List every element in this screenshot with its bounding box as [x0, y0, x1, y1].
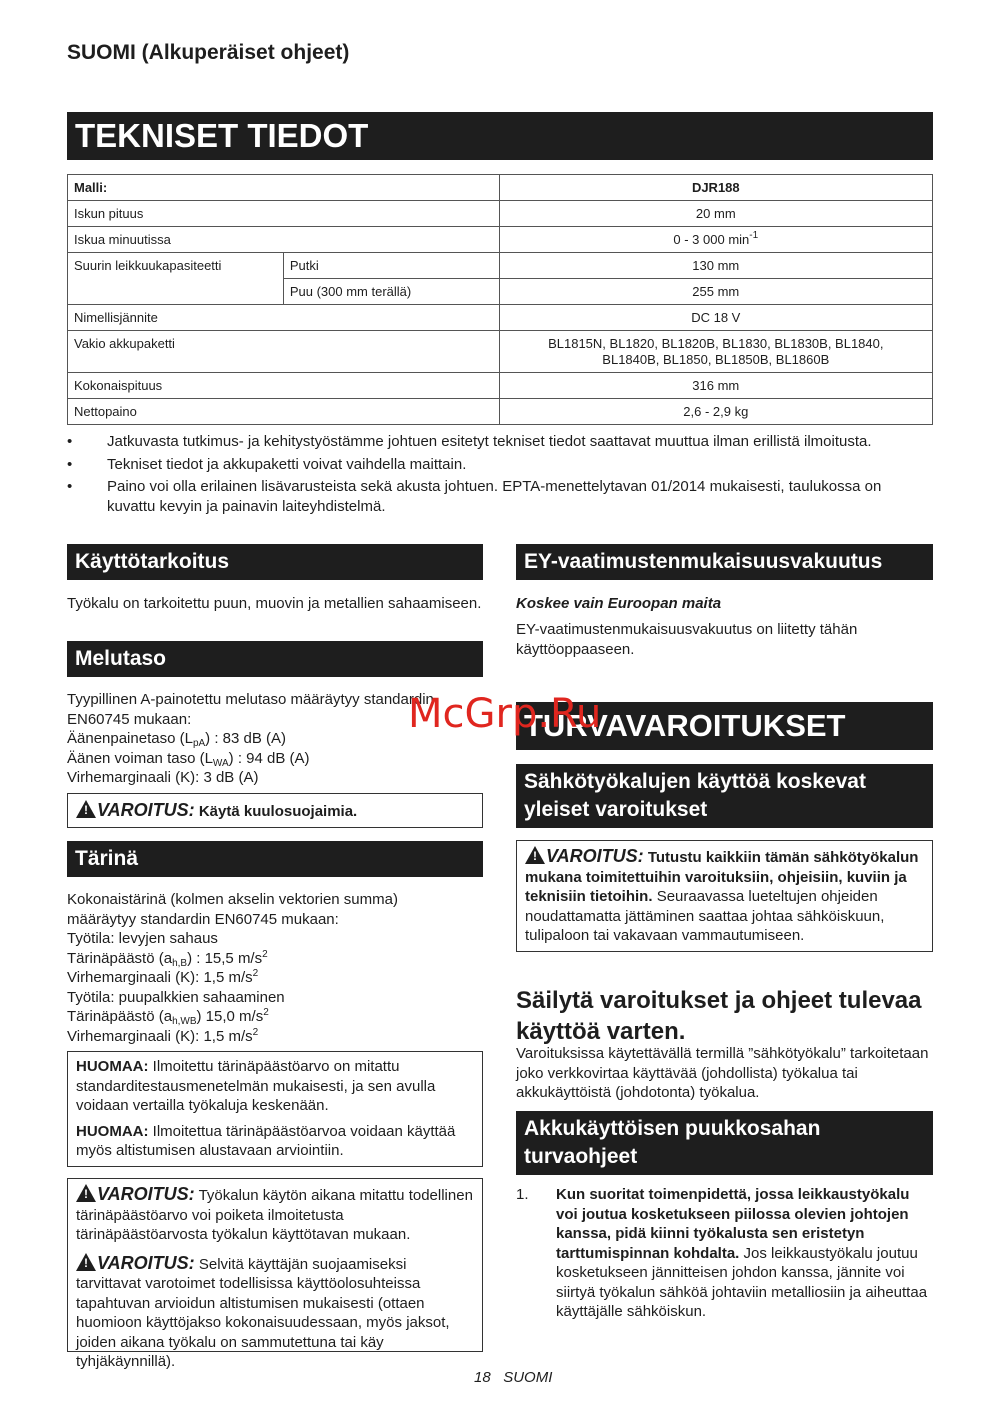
- table-row: [68, 331, 933, 373]
- spec-value: [499, 227, 932, 253]
- keep-instructions-title: Säilytä varoitukset ja ohjeet tulevaa käyttöä varten.: [516, 987, 922, 1045]
- keep-instructions-text: Varoituksissa käytettävällä termillä ”sähkötyökalu” tarkoitetaan joko verkkovirtaa käyttävää (johdollista) työkalua tai akkukäyttöistä (johdotonta) työkalua.: [516, 1045, 929, 1101]
- vibration-mode: Työtila: levyjen sahaus: [67, 930, 218, 947]
- warning-text: Seuraavassa lueteltujen ohjeiden noudattamatta jättäminen saattaa johtaa sähköiskuun, tulipaloon tai vakavaan vammautumiseen.: [525, 888, 885, 944]
- emission-sub: h,WB: [172, 1016, 197, 1027]
- warning-word: VAROITUS:: [97, 1252, 195, 1273]
- vibration-line: Kokonaistärinä (kolmen akselin vektorien summa): [67, 891, 398, 908]
- warning-word: VAROITUS:: [97, 1184, 195, 1204]
- table-row: [68, 175, 933, 201]
- noise-warning: [67, 793, 483, 828]
- warning-bold-text: Tutustu kaikkiin tämän sähkötyökalun mukana toimitettuihin varoituksiin, ohjeisiin, kuviin ja teknisiin tietoihin.: [525, 849, 919, 905]
- noise-lpa-sub: pA: [192, 738, 206, 749]
- saw-safety-list: [516, 1185, 933, 1322]
- vibration-title: Tärinä: [67, 841, 483, 877]
- list-item: [67, 455, 933, 475]
- note-text: Ilmoitettu tärinäpäästöarvo on mitattu standarditestausmenetelmän mukaisesti, ja sen avulla voidaan vertailla työkaluja keskenään.: [76, 1058, 436, 1114]
- noise-lwa-suffix: ) : 94 dB (A): [228, 749, 310, 767]
- spec-label: Kokonaispituus: [68, 373, 500, 399]
- note-label: HUOMAA:: [76, 1122, 149, 1140]
- table-row: [68, 305, 933, 331]
- warning-text: Selvitä käyttäjän suojaamiseksi tarvittavat varotoimet todellisissa käyttöolosuhteissa tapahtuvan arvioidun altistumisen mukaisesti (ottaen huomioon käyttöjakso kokonaisuudessaan, myös jaksot, joiden aikana työkalu on sammutettuna tai käy tyhjäkäynnillä).: [76, 1255, 450, 1370]
- note-label: HUOMAA:: [76, 1058, 149, 1075]
- vibration-emission: [67, 949, 487, 969]
- item-number: 1.: [516, 1186, 529, 1203]
- warning-text: Käytä kuulosuojaimia.: [198, 803, 358, 820]
- vibration-warning-box: [67, 1178, 483, 1370]
- spec-value: 2,6 - 2,9 kg: [499, 399, 932, 425]
- specs-table: [67, 174, 933, 425]
- vibration-emission: [67, 1007, 487, 1027]
- note-text: Paino voi olla erilainen lisävarusteista sekä akusta johtuen. EPTA-menettelytavan 01/2014 mukaisesti, taulukossa on kuvattu kevyin ja painavin laiteyhdistelmä.: [107, 478, 882, 515]
- ec-title: EY-vaatimustenmukaisuusvakuutus: [516, 544, 933, 580]
- k-sup: 2: [252, 968, 259, 979]
- spec-label: Vakio akkupaketti: [68, 331, 500, 373]
- spec-label: Iskua minuutissa: [68, 227, 500, 253]
- general-warnings-title: Sähkötyökalujen käyttöä koskevat yleiset varoitukset: [516, 764, 933, 828]
- ec-subtitle: Koskee vain Euroopan maita: [516, 595, 722, 612]
- emission-sup: 2: [263, 1007, 269, 1018]
- noise-line: EN60745 mukaan:: [67, 710, 192, 728]
- emission-suffix: ) : 15,5 m/s: [187, 949, 263, 967]
- list-item: [67, 432, 933, 452]
- warning-icon: [76, 1253, 96, 1271]
- watermark: McGrp.Ru: [408, 691, 602, 737]
- bullet: •: [67, 478, 73, 495]
- saw-safety-title: Akkukäyttöisen puukkosahan turvaohjeet: [516, 1111, 933, 1175]
- spec-value: [499, 331, 932, 373]
- spec-value: 130 mm: [499, 253, 932, 279]
- spec-value: DC 18 V: [499, 305, 932, 331]
- spec-value-text: 0 - 3 000 min: [673, 231, 750, 247]
- k-text: Virhemarginaali (K): 1,5 m/s: [67, 1027, 253, 1045]
- table-row: [68, 373, 933, 399]
- noise-lwa: [67, 749, 487, 769]
- emission-sub: h,B: [172, 957, 188, 969]
- language-title: SUOMI (Alkuperäiset ohjeet): [67, 41, 350, 64]
- note-text: Ilmoitettua tärinäpäästöarvoa voidaan käyttää myös altistumisen alustavaan arviointiin.: [76, 1122, 456, 1159]
- spec-value-sup: -1: [749, 229, 759, 241]
- noise-lwa-prefix: Äänen voiman taso (L: [67, 749, 213, 767]
- warning-word: VAROITUS:: [97, 800, 195, 820]
- safety-title: TURVAVAROITUKSET: [516, 702, 933, 750]
- spec-label: Malli:: [68, 175, 500, 201]
- spec-label: Nettopaino: [68, 399, 500, 425]
- vibration-body: [67, 890, 487, 1046]
- emission-sup: 2: [262, 948, 268, 960]
- page-footer: [474, 1368, 552, 1388]
- warning-paragraph: [525, 846, 924, 946]
- specs-title: TEKNISET TIEDOT: [67, 112, 933, 160]
- noise-lpa-prefix: Äänenpainetaso (L: [67, 730, 193, 747]
- warning-paragraph: [76, 1184, 474, 1245]
- specs-notes: [67, 432, 933, 519]
- emission-prefix: Tärinäpäästö (a: [67, 949, 173, 967]
- spec-label: Nimellisjännite: [68, 305, 500, 331]
- note-text: Jatkuvasta tutkimus- ja kehitystyöstämme johtuen esitetyt tekniset tiedot saattavat muuttua ilman erillistä ilmoitusta.: [107, 433, 872, 450]
- table-row: [68, 201, 933, 227]
- spec-value: 316 mm: [499, 373, 932, 399]
- item-text: Jos leikkaustyökalu joutuu kosketukseen jännitteisen johdon kanssa, jännite voi siirtyä työkalun sähköä johtaviin metalliosiin ja aiheuttaa käyttäjälle sähköiskun.: [556, 1244, 928, 1320]
- warning-icon: [76, 1184, 96, 1202]
- spec-value: 20 mm: [499, 201, 932, 227]
- table-row: [68, 227, 933, 253]
- warning-paragraph: [76, 1253, 474, 1372]
- spec-value: DJR188: [499, 175, 932, 201]
- general-warning-box: [516, 840, 933, 952]
- spec-label: Iskun pituus: [68, 201, 500, 227]
- intended-use-title: Käyttötarkoitus: [67, 544, 483, 580]
- noise-k: Virhemarginaali (K): 3 dB (A): [67, 769, 259, 786]
- spec-label: Suurin leikkuukapasiteetti: [68, 253, 284, 305]
- noise-line: Tyypillinen A-painotettu melutaso määräytyy standardin: [67, 691, 434, 708]
- vibration-mode: Työtila: puupalkkien sahaaminen: [67, 988, 285, 1006]
- emission-prefix: Tärinäpäästö (a: [67, 1008, 173, 1025]
- footer-language: SUOMI: [503, 1369, 553, 1386]
- spec-value-line: BL1840B, BL1850, BL1850B, BL1860B: [602, 351, 830, 367]
- warning-icon: [525, 846, 545, 864]
- note-paragraph: [76, 1122, 474, 1161]
- noise-lwa-sub: WA: [212, 757, 229, 769]
- vibration-k: [67, 968, 487, 988]
- page-number: 18: [474, 1369, 491, 1386]
- vibration-note-box: [67, 1051, 483, 1167]
- list-item: [516, 1185, 933, 1322]
- spec-sublabel: Puu (300 mm terällä): [283, 279, 499, 305]
- note-text: Tekniset tiedot ja akkupaketti voivat vaihdella maittain.: [107, 455, 467, 473]
- note-paragraph: [76, 1057, 474, 1116]
- intended-use-text: Työkalu on tarkoitettu puun, muovin ja metallien sahaamiseen.: [67, 595, 482, 612]
- vibration-k: [67, 1027, 487, 1047]
- spec-value: 255 mm: [499, 279, 932, 305]
- spec-sublabel: Putki: [283, 253, 499, 279]
- k-sup: 2: [252, 1026, 259, 1038]
- warning-text: Työkalun käytön aikana mitattu todellinen tärinäpäästöarvo voi poiketa ilmoitetusta tärinäpäästöarvosta työkalun käyttötavan mukaan.: [76, 1187, 473, 1243]
- list-item: [67, 477, 933, 516]
- k-text: Virhemarginaali (K): 1,5 m/s: [67, 969, 253, 986]
- ec-text: EY-vaatimustenmukaisuusvakuutus on liitetty tähän käyttöoppaaseen.: [516, 621, 858, 658]
- noise-title: Melutaso: [67, 641, 483, 677]
- warning-icon: [76, 800, 96, 818]
- bullet: •: [67, 433, 73, 450]
- bullet: •: [67, 455, 73, 473]
- emission-suffix: ) 15,0 m/s: [196, 1008, 264, 1025]
- table-row: [68, 253, 933, 279]
- spec-value-line: BL1815N, BL1820, BL1820B, BL1830, BL1830B, BL1840,: [548, 335, 884, 351]
- warning-word: VAROITUS:: [546, 846, 644, 866]
- noise-lpa-suffix: ) : 83 dB (A): [205, 730, 287, 747]
- vibration-line: määräytyy standardin EN60745 mukaan:: [67, 910, 339, 928]
- table-row: [68, 399, 933, 425]
- item-bold-text: Kun suoritat toimenpidettä, jossa leikkaustyökalu voi joutua kosketukseen piilossa olevien johtojen kanssa, pidä kiinni työkalusta sen eristetyn tarttumispinnan kohdalta.: [556, 1186, 910, 1262]
